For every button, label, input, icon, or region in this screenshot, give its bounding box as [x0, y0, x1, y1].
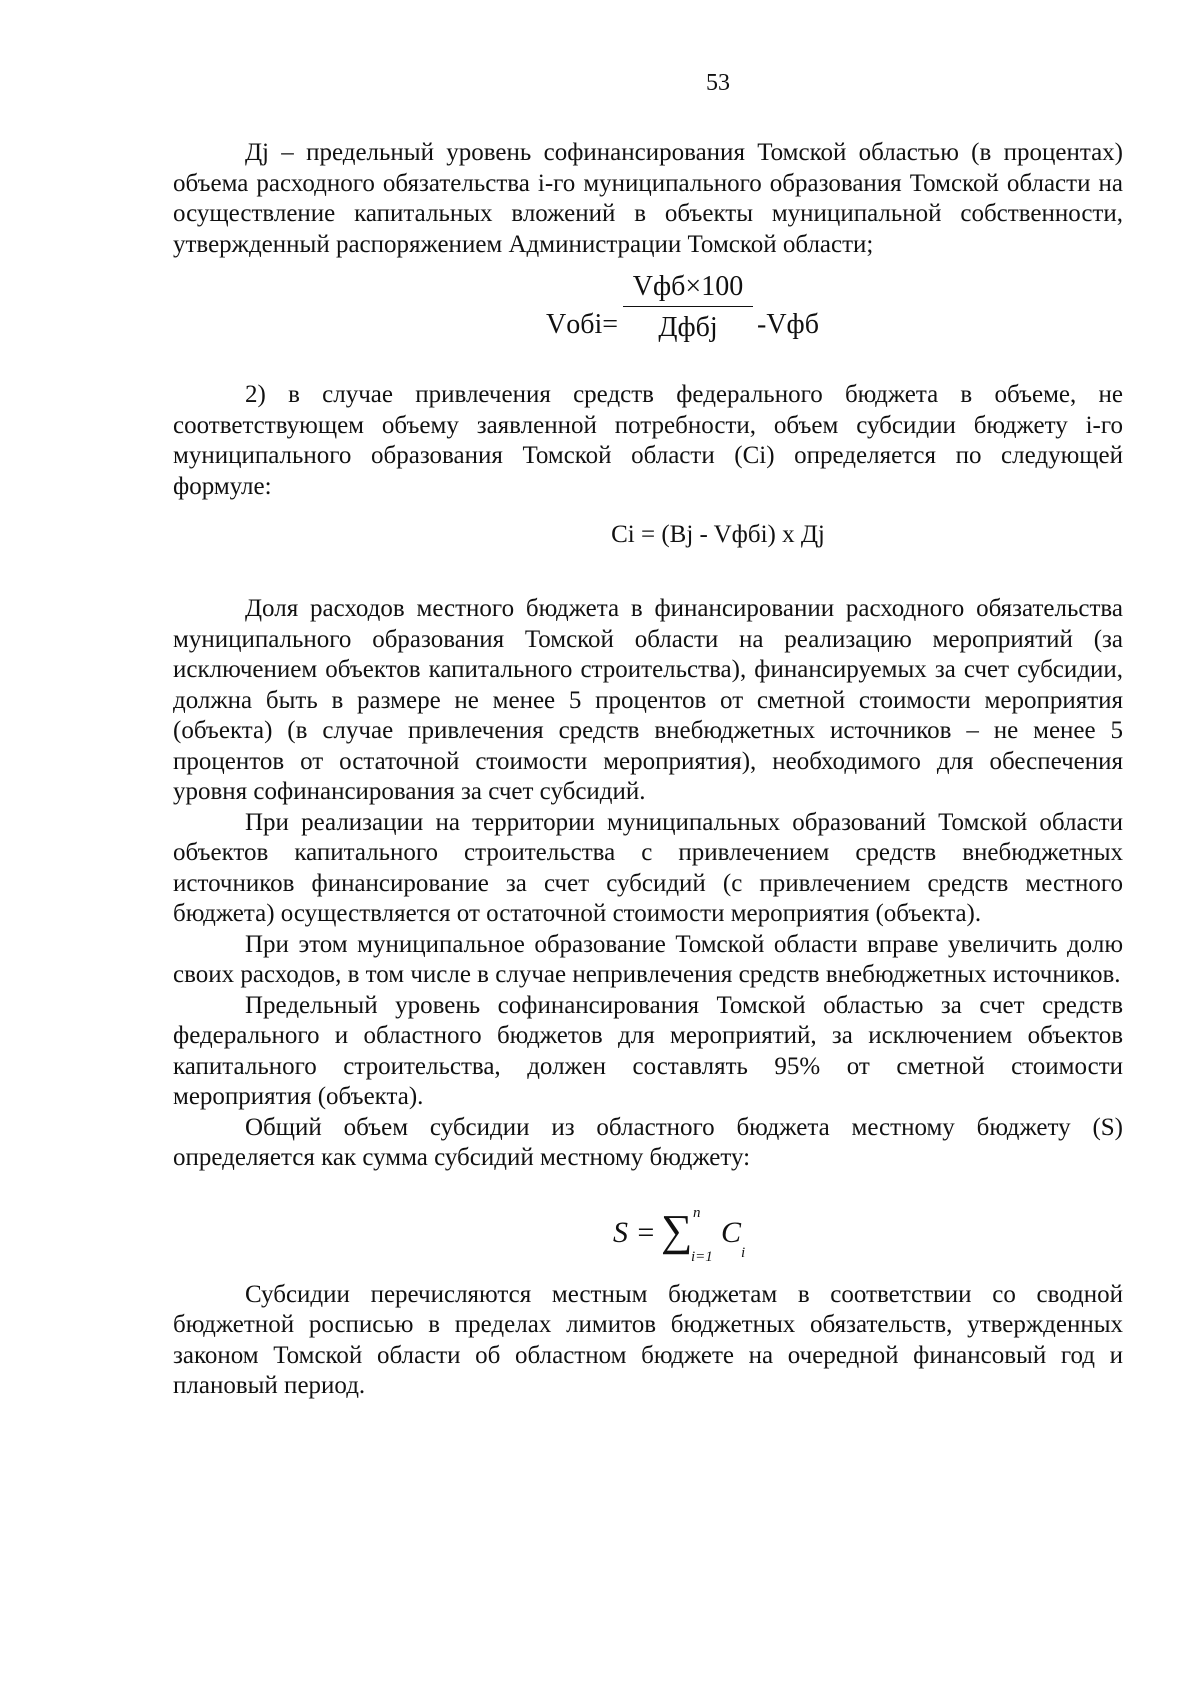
formula-sum-var: C	[721, 1215, 742, 1249]
formula-sum-lower: i=1	[691, 1248, 713, 1265]
formula-vobi-fraction	[623, 272, 753, 343]
formula-ci-text: Ci = (Bj - Vфбi) х Дj	[611, 521, 825, 548]
formula-sum-lhs: S =	[613, 1215, 656, 1249]
formula-vobi-rhs: -Vфб	[757, 309, 819, 340]
document-page	[173, 60, 1123, 1670]
paragraph-increase-share: При этом муниципальное образование Томской области вправе увеличить долю своих расходов, в том числе в случае непривлечения средств внебюджетных источников.	[173, 930, 1123, 988]
formula-ci	[173, 520, 1123, 594]
paragraph-definition-dj: Дj – предельный уровень софинансирования Томской областью (в процентах) объема расходного обязательства i-го муниципального образования Томской области на осуществление капитальных вложений в объекты муниципальной собственности, утвержденный распоряжением Администрации Томской области;	[173, 139, 1123, 258]
paragraph-case-2: 2) в случае привлечения средств федерального бюджета в объеме, не соответствующем объему заявленной потребности, объем субсидии бюджету i-го муниципального образования Томской области (Ci) определяется по следующей формуле:	[173, 381, 1123, 500]
formula-sum-var-sub: i	[741, 1244, 746, 1261]
page-number: 53	[706, 70, 730, 96]
formula-vobi-denominator: Дфбj	[658, 312, 718, 343]
formula-sum-s	[173, 1184, 1123, 1280]
formula-vobi-numerator: Vфб×100	[623, 272, 753, 307]
formula-vobi-lhs: Vобi=	[546, 309, 619, 340]
formula-vobi	[173, 272, 1123, 380]
formula-sum-upper: n	[693, 1204, 701, 1221]
paragraph-cofinancing-limit: Предельный уровень софинансирования Томской областью за счет средств федерального и областного бюджетов для мероприятий, за исключением объектов капитального строительства, должен составлять 95% от сметной стоимости мероприятия (объекта).	[173, 991, 1123, 1110]
paragraph-transfer: Субсидии перечисляются местным бюджетам в соответствии со сводной бюджетной росписью в пределах лимитов бюджетных обязательств, утвержденных законом Томской области об областном бюджете на очередной финансовый год и плановый период.	[173, 1280, 1123, 1399]
paragraph-total-subsidy: Общий объем субсидии из областного бюджета местному бюджету (S) определяется как сумма субсидий местному бюджету:	[173, 1113, 1123, 1171]
formula-sum-sigma: ∑	[661, 1205, 693, 1255]
paragraph-local-share: Доля расходов местного бюджета в финансировании расходного обязательства муниципального образования Томской области на реализацию мероприятий (за исключением объектов капитального строительства), финансируемых за счет субсидии, должна быть в размере не менее 5 процентов от сметной стоимости мероприятия (объекта) (в случае привлечения средств внебюджетных источников – не менее 5 процентов от остаточной стоимости мероприятия), необходимого для обеспечения уровня софинансирования за счет субсидий.	[173, 595, 1123, 805]
paragraph-capital-construction: При реализации на территории муниципальных образований Томской области объектов капитального строительства с привлечением средств внебюджетных источников финансирование за счет субсидий (с привлечением средств местного бюджета) осуществляется от остаточной стоимости мероприятия (объекта).	[173, 808, 1123, 927]
